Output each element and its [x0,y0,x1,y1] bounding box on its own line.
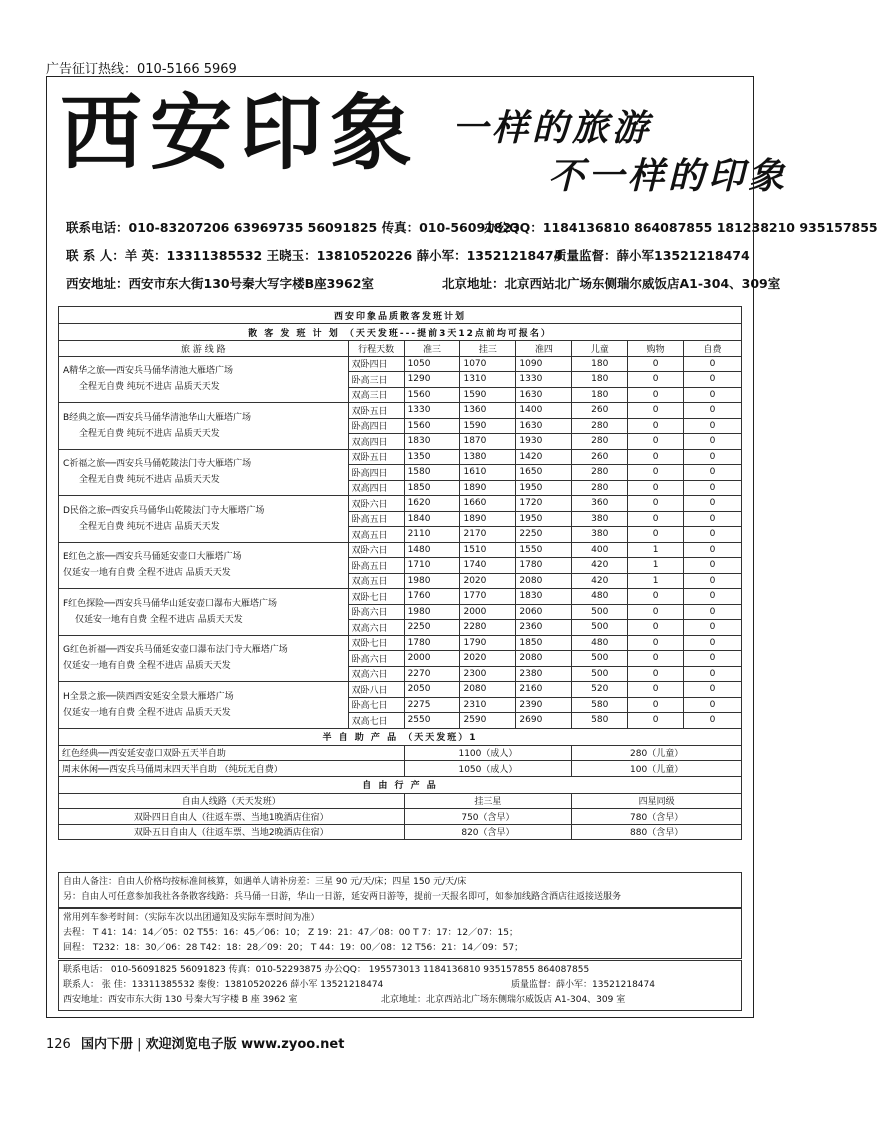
semi-route: 周末休闲──西安兵马俑周末四天半自助 （纯玩无自费） [59,761,405,777]
shopping-count: 0 [628,387,684,403]
price-std3: 1830 [404,434,460,450]
ad-hotline: 广告征订热线：010-5166 5969 [46,62,237,77]
price-hang3: 1590 [460,387,516,403]
price-std3: 1620 [404,496,460,512]
schedule-subtitle: 散 客 发 班 计 划 （天天发班---提前3天12点前均可报名） [59,324,742,341]
contact-xian-address: 西安地址：西安市东大街130号秦大写字楼B座3962室 [66,276,374,291]
duration: 双高四日 [348,434,404,450]
price-child: 480 [572,589,628,605]
price-child: 360 [572,496,628,512]
duration: 双卧五日 [348,403,404,419]
price-child: 420 [572,558,628,574]
route-features: 全程无自费 纯玩不进店 品质天天发 [79,428,220,439]
route-description [59,449,349,496]
self-pay-count: 0 [684,465,742,481]
duration: 卧高六日 [348,651,404,667]
route-name: D民俗之旅─西安兵马俑华山乾陵法门寺大雁塔广场 [63,505,265,516]
schedule-header-row [59,341,742,357]
shopping-count: 0 [628,434,684,450]
price-std4: 1830 [516,589,572,605]
duration: 双卧七日 [348,589,404,605]
bottom-persons-row [63,978,737,993]
price-std3: 1560 [404,387,460,403]
contact-beijing-address: 北京地址：北京西站北广场东侧瑞尔威饭店A1-304、309室 [442,276,781,291]
price-std4: 1330 [516,372,572,388]
shopping-count: 0 [628,449,684,465]
price-std4: 2360 [516,620,572,636]
route-features: 仅延安一地有自费 全程不进店 品质天天发 [75,614,243,625]
price-std3: 2000 [404,651,460,667]
semi-adult-price: 1100（成人） [404,745,572,761]
shopping-count: 0 [628,496,684,512]
shopping-count: 0 [628,713,684,729]
duration: 双卧四日 [348,356,404,372]
price-std3: 1350 [404,449,460,465]
price-std3: 2110 [404,527,460,543]
price-hang3: 1660 [460,496,516,512]
price-std3: 2050 [404,682,460,698]
duration: 双高五日 [348,573,404,589]
duration: 卧高四日 [348,418,404,434]
self-pay-count: 0 [684,480,742,496]
self-pay-count: 0 [684,387,742,403]
footer-website: 欢迎浏览电子版 www.zyoo.net [145,1037,345,1052]
price-std4: 2160 [516,682,572,698]
price-child: 380 [572,527,628,543]
price-std4: 1720 [516,496,572,512]
self-pay-count: 0 [684,635,742,651]
route-price-row [59,356,742,372]
header-self-pay: 自费 [684,341,742,357]
price-std3: 1840 [404,511,460,527]
price-hang3: 1310 [460,372,516,388]
bottom-persons: 联系人： 张 佳：13311385532 秦俊：13810520226 薛小军 13521218474 [63,980,384,990]
semi-adult-price: 1050（成人） [404,761,572,777]
shopping-count: 1 [628,542,684,558]
price-std4: 2080 [516,651,572,667]
duration: 双高六日 [348,620,404,636]
price-hang3: 1740 [460,558,516,574]
schedule-title: 西安印象品质散客发班计划 [59,307,742,324]
price-std3: 1290 [404,372,460,388]
shopping-count: 0 [628,697,684,713]
shopping-count: 0 [628,480,684,496]
route-price-row [59,496,742,512]
price-child: 280 [572,465,628,481]
price-std3: 1850 [404,480,460,496]
footer-divider: | [137,1037,146,1052]
price-child: 580 [572,713,628,729]
duration: 卧高五日 [348,558,404,574]
price-std3: 1580 [404,465,460,481]
route-name: E红色之旅──西安兵马俑延安壶口大雁塔广场 [63,552,242,563]
price-hang3: 2590 [460,713,516,729]
price-hang3: 2080 [460,682,516,698]
price-std3: 2550 [404,713,460,729]
header-std4: 准四 [516,341,572,357]
self-pay-count: 0 [684,356,742,372]
self-pay-count: 0 [684,713,742,729]
route-description [59,635,349,682]
price-child: 580 [572,697,628,713]
route-price-row [59,589,742,605]
price-hang3: 1510 [460,542,516,558]
shopping-count: 0 [628,403,684,419]
shopping-count: 0 [628,527,684,543]
train-outbound: 去程： T 41：14：14／05：02 T55：16：45／06：10； Z 19：21：47／08：00 T 7：17：12／07：15； [63,928,519,938]
semi-row [59,761,742,777]
price-child: 260 [572,449,628,465]
route-description [59,542,349,589]
price-std3: 1330 [404,403,460,419]
header-hang3: 挂三 [460,341,516,357]
shopping-count: 0 [628,465,684,481]
brand-name: 西安印象 [60,85,421,181]
semi-child-price: 280（儿童） [572,745,742,761]
self-pay-count: 0 [684,542,742,558]
self-pay-count: 0 [684,604,742,620]
duration: 双卧六日 [348,496,404,512]
duration: 卧高四日 [348,465,404,481]
price-child: 380 [572,511,628,527]
price-hang3: 1890 [460,511,516,527]
shopping-count: 0 [628,372,684,388]
price-child: 280 [572,480,628,496]
price-std4: 2250 [516,527,572,543]
self-pay-count: 0 [684,682,742,698]
slogan-line-2: 不一样的印象 [548,155,789,197]
price-child: 500 [572,604,628,620]
shopping-count: 0 [628,635,684,651]
route-features: 仅延安一地有自费 全程不进店 品质天天发 [63,707,231,718]
free-header-3star: 挂三星 [404,793,572,809]
price-std3: 1780 [404,635,460,651]
price-std3: 2250 [404,620,460,636]
self-pay-count: 0 [684,651,742,667]
price-child: 500 [572,651,628,667]
price-hang3: 2000 [460,604,516,620]
price-child: 280 [572,418,628,434]
price-std4: 1850 [516,635,572,651]
route-features: 仅延安一地有自费 全程不进店 品质天天发 [63,568,231,579]
price-std4: 2080 [516,573,572,589]
duration: 卧高七日 [348,697,404,713]
duration: 卧高五日 [348,511,404,527]
bottom-beijing-address: 北京地址：北京西站北广场东侧瑞尔威饭店 A1-304、309 室 [381,995,626,1005]
bottom-xian-address: 西安地址：西安市东大街 130 号秦大写字楼 B 座 3962 室 [63,995,298,1005]
schedule-table [58,306,742,840]
shopping-count: 0 [628,511,684,527]
price-std3: 1760 [404,589,460,605]
price-child: 180 [572,372,628,388]
price-std4: 1780 [516,558,572,574]
free-3star-price: 820（含早） [404,824,572,840]
self-pay-count: 0 [684,418,742,434]
self-pay-count: 0 [684,697,742,713]
duration: 双卧五日 [348,449,404,465]
page-number: 126 [46,1037,71,1052]
route-price-row [59,682,742,698]
price-std3: 2275 [404,697,460,713]
self-pay-count: 0 [684,496,742,512]
duration: 双卧七日 [348,635,404,651]
route-description [59,356,349,403]
header-shopping: 购物 [628,341,684,357]
bottom-quality: 质量监督：薛小军：13521218474 [511,980,655,990]
price-hang3: 1070 [460,356,516,372]
route-price-row [59,403,742,419]
self-pay-count: 0 [684,527,742,543]
price-std4: 1930 [516,434,572,450]
free-4star-price: 880（含早） [572,824,742,840]
free-route: 双卧五日自由人（往返车票、当地2晚酒店住宿） [59,824,405,840]
price-child: 500 [572,620,628,636]
price-hang3: 1610 [460,465,516,481]
free-row [59,809,742,825]
remark-line-2: 另：自由人可任意参加我社各条散客线路：兵马俑一日游，华山一日游，延安两日游等，提前一天报名即可，如参加线路含酒店往返接送服务 [63,892,622,902]
duration: 卧高六日 [348,604,404,620]
route-name: B经典之旅──西安兵马俑华清池华山大雁塔广场 [63,412,252,423]
route-name: G红色祈福──西安兵马俑延安壶口瀑布法门寺大雁塔广场 [63,645,288,656]
self-pay-count: 0 [684,372,742,388]
price-child: 260 [572,403,628,419]
price-hang3: 2310 [460,697,516,713]
train-return: 回程： T232：18：30／06：28 T42：18：28／09：20； T 44：19：00／08：12 T56：21：14／09：57； [63,943,524,953]
route-name: C祈福之旅──西安兵马俑乾陵法门寺大雁塔广场 [63,459,252,470]
self-pay-count: 0 [684,589,742,605]
shopping-count: 1 [628,573,684,589]
shopping-count: 0 [628,356,684,372]
semi-row [59,745,742,761]
price-std4: 1650 [516,465,572,481]
shopping-count: 0 [628,418,684,434]
price-std4: 1090 [516,356,572,372]
price-hang3: 1790 [460,635,516,651]
free-3star-price: 750（含早） [404,809,572,825]
section-name: 国内下册 [80,1037,133,1052]
duration: 双高三日 [348,387,404,403]
route-name: H全景之旅──陕西西安延安全景大雁塔广场 [63,691,234,702]
route-price-row [59,635,742,651]
price-child: 180 [572,356,628,372]
price-hang3: 1590 [460,418,516,434]
free-remarks [58,872,742,908]
self-pay-count: 0 [684,573,742,589]
duration: 双高五日 [348,527,404,543]
price-hang3: 1380 [460,449,516,465]
price-std3: 1980 [404,573,460,589]
bottom-contact [58,960,742,1011]
shopping-count: 0 [628,589,684,605]
price-std4: 1550 [516,542,572,558]
shopping-count: 1 [628,558,684,574]
price-std4: 2060 [516,604,572,620]
self-pay-count: 0 [684,666,742,682]
remark-line-1: 自由人备注：自由人价格均按标准间核算，如遇单人请补房差：三星 90 元/天/床；四星 150 元/天/床 [63,877,467,887]
contact-phone: 联系电话：010-83207206 63969735 56091825 传真：010-56091823 [66,220,520,235]
duration: 双卧六日 [348,542,404,558]
semi-child-price: 100（儿童） [572,761,742,777]
free-header-route: 自由人线路（天天发班） [59,793,405,809]
price-hang3: 2020 [460,651,516,667]
route-description [59,682,349,729]
route-features: 全程无自费 纯玩不进店 品质天天发 [79,382,220,393]
price-std3: 1050 [404,356,460,372]
free-header-row [59,793,742,809]
train-title: 常用列车参考时间：（实际车次以出团通知及实际车票时间为准） [63,913,320,923]
price-std4: 1950 [516,480,572,496]
price-std4: 2380 [516,666,572,682]
price-std3: 1480 [404,542,460,558]
price-std4: 1950 [516,511,572,527]
duration: 双卧八日 [348,682,404,698]
price-child: 180 [572,387,628,403]
page-footer [46,1033,344,1052]
shopping-count: 0 [628,666,684,682]
header-route: 旅 游 线 路 [59,341,349,357]
price-std4: 2390 [516,697,572,713]
shopping-count: 0 [628,651,684,667]
duration: 双高四日 [348,480,404,496]
semi-route: 红色经典──西安延安壶口双卧五天半自助 [59,745,405,761]
price-hang3: 1770 [460,589,516,605]
contact-qq: 办公QQ：1184136810 864087855 181238210 935157855 [484,220,878,235]
semi-title: 半 自 助 产 品 （天天发班）1 [59,728,742,745]
price-child: 500 [572,666,628,682]
train-times [58,908,742,959]
route-name: F红色探险──西安兵马俑华山延安壶口瀑布大雁塔广场 [63,598,278,609]
self-pay-count: 0 [684,558,742,574]
free-4star-price: 780（含早） [572,809,742,825]
price-child: 280 [572,434,628,450]
price-std3: 2270 [404,666,460,682]
route-features: 全程无自费 纯玩不进店 品质天天发 [79,475,220,486]
duration: 双高七日 [348,713,404,729]
price-child: 520 [572,682,628,698]
duration: 卧高三日 [348,372,404,388]
route-description [59,403,349,450]
price-std4: 2690 [516,713,572,729]
price-std4: 1420 [516,449,572,465]
price-std3: 1710 [404,558,460,574]
price-hang3: 2020 [460,573,516,589]
self-pay-count: 0 [684,403,742,419]
header-std3: 准三 [404,341,460,357]
price-std3: 1980 [404,604,460,620]
route-features: 仅延安一地有自费 全程不进店 品质天天发 [63,661,231,672]
price-hang3: 1870 [460,434,516,450]
price-child: 480 [572,635,628,651]
price-std4: 1630 [516,418,572,434]
route-price-row [59,449,742,465]
bottom-phone: 联系电话： 010-56091825 56091823 传真：010-52293875 办公QQ： 195573013 1184136810 935157855 864087855 [63,965,590,975]
slogan-line-1: 一样的旅游 [452,107,653,149]
price-hang3: 1890 [460,480,516,496]
route-description [59,589,349,636]
price-hang3: 1360 [460,403,516,419]
shopping-count: 0 [628,682,684,698]
shopping-count: 0 [628,620,684,636]
price-child: 400 [572,542,628,558]
self-pay-count: 0 [684,511,742,527]
header-days: 行程天数 [348,341,404,357]
price-hang3: 2280 [460,620,516,636]
free-header-4star: 四星同级 [572,793,742,809]
price-child: 420 [572,573,628,589]
bottom-address-row [63,993,737,1008]
self-pay-count: 0 [684,434,742,450]
price-std3: 1560 [404,418,460,434]
self-pay-count: 0 [684,620,742,636]
price-std4: 1400 [516,403,572,419]
free-title: 自 由 行 产 品 [59,776,742,793]
shopping-count: 0 [628,604,684,620]
route-description [59,496,349,543]
route-price-row [59,542,742,558]
header-child: 儿童 [572,341,628,357]
price-hang3: 2170 [460,527,516,543]
route-features: 全程无自费 纯玩不进店 品质天天发 [79,521,220,532]
free-route: 双卧四日自由人（往返车票、当地1晚酒店住宿） [59,809,405,825]
free-row [59,824,742,840]
price-std4: 1630 [516,387,572,403]
self-pay-count: 0 [684,449,742,465]
route-name: A精华之旅──西安兵马俑华清池大雁塔广场 [63,366,233,377]
price-hang3: 2300 [460,666,516,682]
contact-quality: 质量监督：薛小军13521218474 [554,248,750,263]
contact-persons: 联 系 人：羊 英：13311385532 王晓玉：13810520226 薛小军：13521218474 [66,248,563,263]
duration: 双高六日 [348,666,404,682]
